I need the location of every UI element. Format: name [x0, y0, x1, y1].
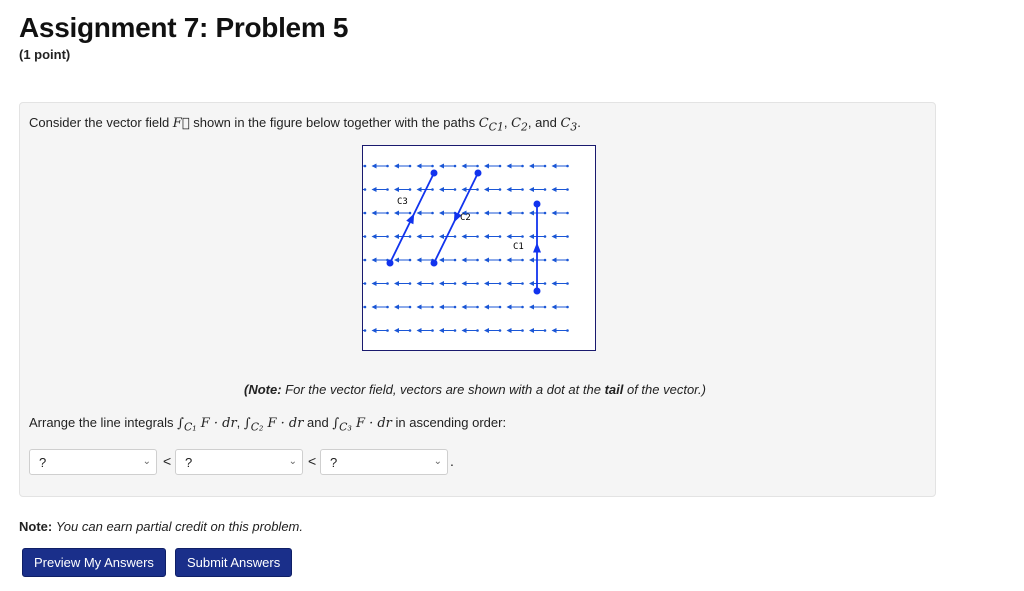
field-arrowhead [439, 258, 444, 263]
field-tail-dot [409, 212, 412, 215]
field-tail-dot [499, 306, 502, 309]
field-arrowhead [529, 211, 534, 216]
field-arrowhead [484, 328, 489, 333]
field-arrowhead [529, 328, 534, 333]
field-tail-dot [364, 212, 367, 215]
less-than-sign: < [163, 453, 172, 469]
chevron-down-icon: ⌄ [288, 456, 297, 467]
field-arrowhead [507, 328, 512, 333]
field-tail-dot [409, 259, 412, 262]
vector-field-svg [363, 146, 595, 350]
less-than-sign: < [308, 453, 317, 469]
field-arrowhead [394, 187, 399, 192]
field-arrowhead [462, 164, 467, 169]
field-tail-dot [386, 282, 389, 285]
field-tail-dot [476, 212, 479, 215]
field-arrowhead [394, 211, 399, 216]
problem-prompt: Consider the vector field F shown in the figure below together with the paths $C_{C1}$, $C_2$, and $C_3$. [29, 115, 581, 134]
field-arrowhead [529, 281, 534, 286]
path-c3-label: C3 [397, 197, 408, 207]
field-tail-dot [476, 259, 479, 262]
field-tail-dot [499, 165, 502, 168]
figure-note: (Note: For the vector field, vectors are shown with a dot at the tail of the vector.) [244, 382, 706, 397]
field-tail-dot [521, 259, 524, 262]
field-tail-dot [409, 235, 412, 238]
field-arrowhead [417, 234, 422, 239]
field-arrowhead [484, 211, 489, 216]
field-tail-dot [544, 306, 547, 309]
field-tail-dot [409, 188, 412, 191]
field-arrowhead [394, 281, 399, 286]
field-tail-dot [566, 282, 569, 285]
vector-field-symbol: F [172, 116, 190, 131]
chevron-down-icon: ⌄ [433, 456, 442, 467]
field-tail-dot [364, 165, 367, 168]
field-arrowhead [507, 258, 512, 263]
field-arrowhead [439, 305, 444, 310]
field-tail-dot [476, 165, 479, 168]
field-tail-dot [544, 235, 547, 238]
field-tail-dot [476, 329, 479, 332]
chevron-down-icon: ⌄ [142, 456, 151, 467]
field-arrowhead [439, 234, 444, 239]
field-tail-dot [454, 259, 457, 262]
field-arrowhead [417, 211, 422, 216]
path-name: $C_{C1}$ [478, 116, 504, 134]
path-c1-end-point [534, 201, 541, 208]
field-tail-dot [431, 165, 434, 168]
field-arrowhead [417, 305, 422, 310]
field-tail-dot [521, 188, 524, 191]
field-tail-dot [431, 306, 434, 309]
points-label: (1 point) [19, 47, 71, 62]
path-name: $C_2$ [511, 116, 528, 134]
answer-select-1[interactable]: ? ⌄ [29, 449, 157, 475]
field-tail-dot [566, 306, 569, 309]
field-tail-dot [386, 306, 389, 309]
field-arrowhead [439, 164, 444, 169]
field-arrowhead [462, 258, 467, 263]
page-title: Assignment 7: Problem 5 [19, 12, 349, 43]
field-tail-dot [431, 329, 434, 332]
field-tail-dot [521, 282, 524, 285]
field-tail-dot [431, 188, 434, 191]
field-arrowhead [484, 164, 489, 169]
field-tail-dot [386, 329, 389, 332]
path-c2-start-point [475, 170, 482, 177]
field-arrowhead [507, 305, 512, 310]
field-arrowhead [529, 305, 534, 310]
preview-answers-button[interactable]: Preview My Answers [22, 548, 166, 577]
field-arrowhead [372, 258, 377, 263]
arrange-instruction: Arrange the line integrals $\int_{C_1}$ F · dr, $\int_{C_2}$ F · dr and $\int_{C_3}$ F · dr in ascending order: [29, 415, 507, 434]
field-arrowhead [372, 164, 377, 169]
field-tail-dot [499, 282, 502, 285]
field-tail-dot [566, 259, 569, 262]
field-arrowhead [552, 281, 557, 286]
field-arrowhead [484, 281, 489, 286]
field-arrowhead [484, 258, 489, 263]
field-tail-dot [521, 212, 524, 215]
field-tail-dot [409, 329, 412, 332]
integral-c3: $\int_{C_3}$ F · dr [332, 416, 392, 434]
field-tail-dot [364, 306, 367, 309]
field-tail-dot [544, 165, 547, 168]
field-tail-dot [386, 188, 389, 191]
path-c2-label: C2 [460, 213, 471, 223]
field-tail-dot [454, 188, 457, 191]
field-tail-dot [476, 282, 479, 285]
field-arrowhead [529, 234, 534, 239]
field-arrowhead [507, 281, 512, 286]
field-tail-dot [499, 235, 502, 238]
field-arrowhead [462, 281, 467, 286]
field-tail-dot [364, 259, 367, 262]
field-tail-dot [454, 329, 457, 332]
field-tail-dot [364, 235, 367, 238]
field-tail-dot [476, 188, 479, 191]
field-arrowhead [372, 305, 377, 310]
field-arrowhead [462, 328, 467, 333]
field-tail-dot [499, 329, 502, 332]
field-arrowhead [417, 187, 422, 192]
field-arrowhead [372, 187, 377, 192]
path-c3-direction-arrow [406, 214, 414, 225]
field-arrowhead [394, 258, 399, 263]
path-c3-start-point [387, 260, 394, 267]
field-tail-dot [386, 235, 389, 238]
field-arrowhead [394, 328, 399, 333]
field-tail-dot [566, 329, 569, 332]
field-arrowhead [439, 187, 444, 192]
field-tail-dot [499, 259, 502, 262]
field-tail-dot [386, 212, 389, 215]
answer-select-2[interactable]: ? ⌄ [175, 449, 303, 475]
field-arrowhead [372, 234, 377, 239]
field-tail-dot [476, 235, 479, 238]
field-tail-dot [431, 212, 434, 215]
field-arrowhead [372, 281, 377, 286]
field-tail-dot [476, 306, 479, 309]
field-arrowhead [552, 305, 557, 310]
field-tail-dot [499, 212, 502, 215]
field-arrowhead [439, 328, 444, 333]
field-tail-dot [521, 235, 524, 238]
field-arrowhead [372, 211, 377, 216]
field-tail-dot [521, 306, 524, 309]
field-tail-dot [544, 282, 547, 285]
field-arrowhead [529, 187, 534, 192]
path-name: $C_3$ [560, 116, 578, 134]
field-tail-dot [409, 282, 412, 285]
field-arrowhead [394, 164, 399, 169]
field-tail-dot [521, 329, 524, 332]
submit-answers-button[interactable]: Submit Answers [175, 548, 292, 577]
field-arrowhead [484, 305, 489, 310]
path-c3-end-point [431, 170, 438, 177]
field-tail-dot [431, 235, 434, 238]
field-tail-dot [431, 282, 434, 285]
field-tail-dot [409, 165, 412, 168]
field-tail-dot [364, 188, 367, 191]
field-arrowhead [439, 211, 444, 216]
field-arrowhead [529, 164, 534, 169]
field-tail-dot [566, 212, 569, 215]
field-tail-dot [566, 188, 569, 191]
field-tail-dot [454, 235, 457, 238]
problem-box [19, 102, 936, 497]
field-tail-dot [454, 282, 457, 285]
field-tail-dot [544, 329, 547, 332]
field-arrowhead [462, 305, 467, 310]
field-arrowhead [484, 234, 489, 239]
path-c2-end-point [431, 260, 438, 267]
path-c1-label: C1 [513, 242, 524, 252]
path-c1-start-point [534, 288, 541, 295]
field-arrowhead [552, 234, 557, 239]
field-arrowhead [507, 187, 512, 192]
field-tail-dot [566, 235, 569, 238]
integral-c2: $\int_{C_2}$ F · dr [243, 416, 304, 434]
field-arrowhead [372, 328, 377, 333]
field-arrowhead [462, 187, 467, 192]
field-arrowhead [552, 258, 557, 263]
field-tail-dot [386, 165, 389, 168]
field-arrowhead [417, 258, 422, 263]
field-arrowhead [417, 328, 422, 333]
field-tail-dot [364, 329, 367, 332]
answer-select-3[interactable]: ? ⌄ [320, 449, 448, 475]
field-arrowhead [552, 328, 557, 333]
field-tail-dot [544, 212, 547, 215]
field-arrowhead [484, 187, 489, 192]
field-arrowhead [552, 164, 557, 169]
field-tail-dot [454, 306, 457, 309]
field-arrowhead [507, 164, 512, 169]
partial-credit-note: Note: You can earn partial credit on this problem. [19, 519, 303, 534]
field-arrowhead [507, 234, 512, 239]
field-tail-dot [454, 165, 457, 168]
field-arrowhead [462, 234, 467, 239]
vector-field-figure [362, 145, 596, 351]
integral-c1: $\int_{C_1}$ F · dr [177, 416, 237, 434]
field-arrowhead [417, 281, 422, 286]
field-arrowhead [394, 305, 399, 310]
field-arrowhead [552, 211, 557, 216]
field-arrowhead [507, 211, 512, 216]
field-tail-dot [544, 188, 547, 191]
field-tail-dot [499, 188, 502, 191]
field-tail-dot [566, 165, 569, 168]
end-period: . [450, 453, 454, 469]
field-tail-dot [521, 165, 524, 168]
path-c1-direction-arrow [533, 243, 541, 253]
field-arrowhead [552, 187, 557, 192]
field-tail-dot [409, 306, 412, 309]
field-arrowhead [394, 234, 399, 239]
field-arrowhead [439, 281, 444, 286]
field-tail-dot [544, 259, 547, 262]
field-tail-dot [364, 282, 367, 285]
field-arrowhead [529, 258, 534, 263]
field-arrowhead [417, 164, 422, 169]
